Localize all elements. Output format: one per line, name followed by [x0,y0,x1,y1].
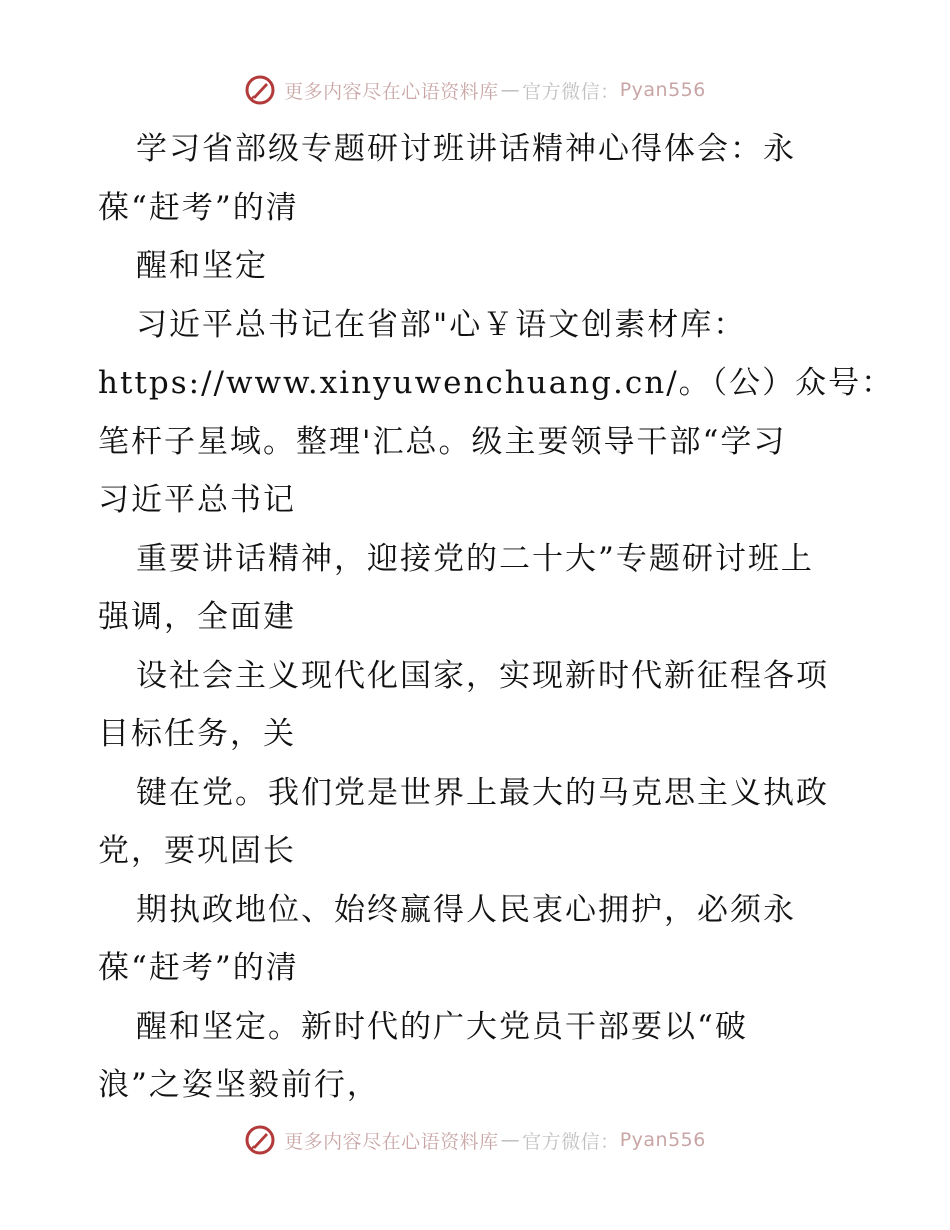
text-line: 党，要巩固长 [98,833,296,869]
banner-prefix-text: 更多内容尽在心语资料库 [284,80,499,103]
text-line: 习近平总书记在省部"心￥语文创素材库： [136,306,747,343]
text-line: 学习省部级专题研讨班讲话精神心得体会：永 [136,131,796,167]
header-watermark-banner [0,70,950,110]
document-body [98,120,895,1115]
feather-pen-seal-icon [244,74,276,106]
text-line: 浪”之姿坚毅前行， [98,1067,380,1103]
text-line: 习近平总书记 [98,482,296,518]
text-line: 设社会主义现代化国家，实现新时代新征程各项 [136,657,829,694]
text-line: 葆“赶考”的清 [98,950,299,986]
banner-wechat-label: 官方微信： [522,1130,620,1153]
text-line: https://www.xinyuwenchuang.cn/。（公）众号： [98,365,895,401]
banner-dash: — [500,79,521,101]
banner-wechat-label: 官方微信： [522,80,620,103]
banner-prefix-text: 更多内容尽在心语资料库 [284,1130,499,1153]
feather-pen-seal-icon [244,1124,276,1156]
footer-watermark-banner [0,1120,950,1160]
text-line: 笔杆子星域。整理'汇总。级主要领导干部“学习 [98,423,787,460]
text-line: 葆“赶考”的清 [98,189,299,226]
text-line: 期执政地位、始终赢得人民衷心拥护，必须永 [136,891,796,928]
text-line: 重要讲话精神，迎接党的二十大”专题研讨班上 [136,540,814,577]
text-line: 醒和坚定。新时代的广大党员干部要以“破 [136,1008,748,1045]
text-line: 强调，全面建 [98,599,296,635]
text-line: 醒和坚定 [136,248,268,284]
banner-dash: — [500,1129,521,1151]
text-line: 键在党。我们党是世界上最大的马克思主义执政 [136,774,829,811]
banner-wechat-id: Pyan556 [619,79,706,101]
banner-wechat-id: Pyan556 [619,1129,706,1151]
text-line: 目标任务，关 [98,716,296,752]
